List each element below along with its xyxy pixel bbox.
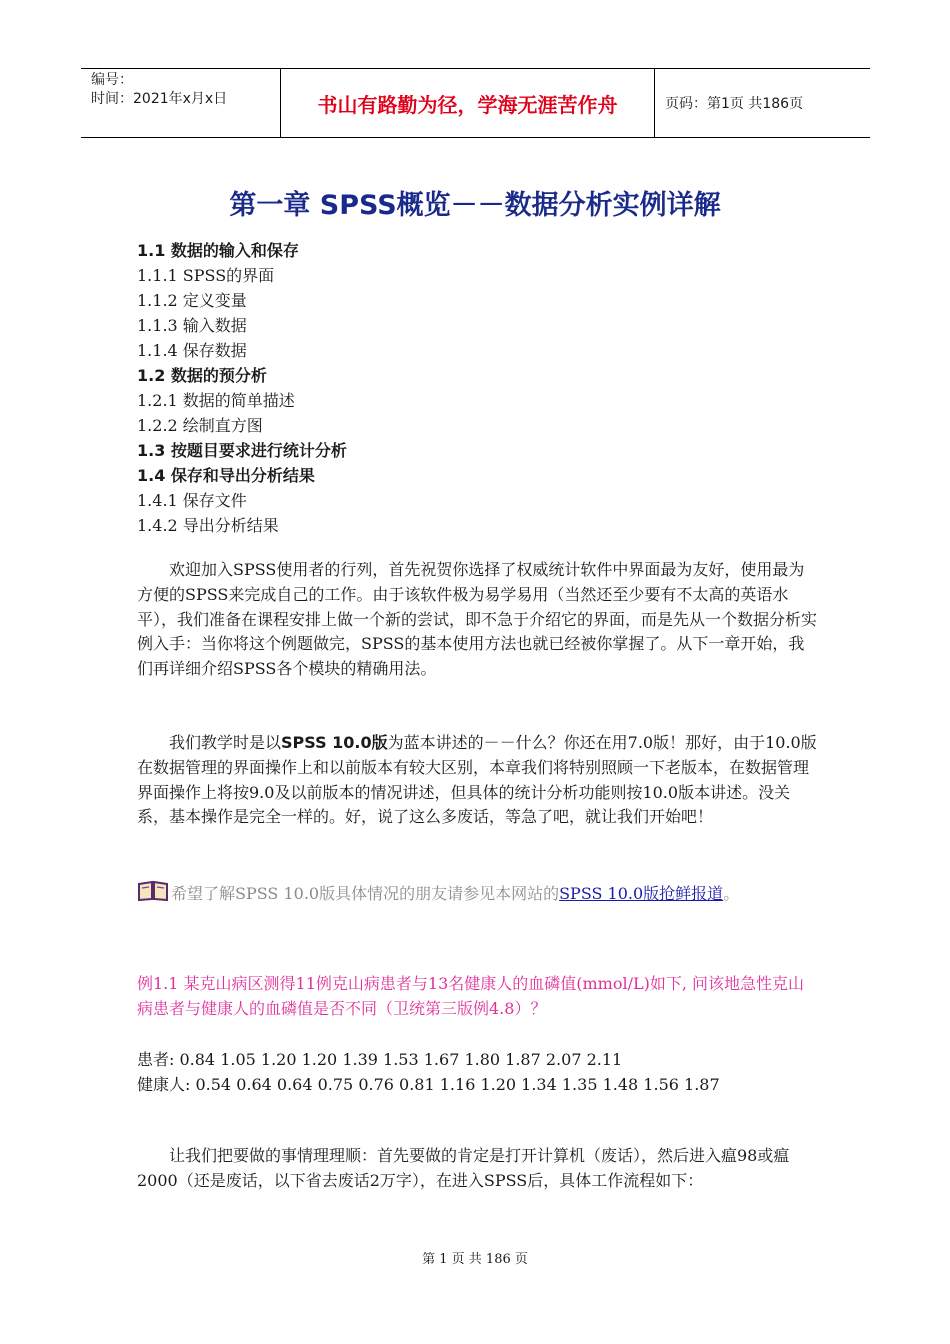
table-of-contents: [137, 238, 347, 538]
time-label: 时间：2021年x月x日: [91, 91, 228, 107]
patients-data: 患者: 0.84 1.05 1.20 1.20 1.39 1.53 1.67 1.80 1.87 2.07 2.11: [137, 1050, 623, 1069]
version-text-post: 为蓝本讲述的－－什么？你还在用7.0版！那好，由于10.0版在数据管理的界面操作上和以前版本有较大区别，本章我们将特别照顾一下老版本，在数据管理界面操作上将按9.0及以前版本的情况讲述，但具体的统计分析功能则按10.0版本讲述。没关系，基本操作是完全一样的。好，说了这么多废话，等急了吧，就让我们开始吧！: [137, 733, 817, 827]
version-paragraph: [137, 731, 817, 830]
document-header: [81, 68, 870, 138]
motto: 书山有路勤为径，学海无涯苦作舟: [281, 69, 655, 137]
workflow-paragraph: 让我们把要做的事情理理顺：首先要做的肯定是打开计算机（废话），然后进入瘟98或瘟2000（还是废话，以下省去废话2万字），在进入SPSS后，具体工作流程如下：: [137, 1146, 790, 1190]
page-info: 页码：第1页 共186页: [665, 96, 804, 112]
note-text: 希望了解SPSS 10.0版具体情况的朋友请参见本网站的: [171, 884, 560, 903]
intro-paragraph: 欢迎加入SPSS使用者的行列，首先祝贺你选择了权威统计软件中界面最为友好，使用最为方便的SPSS来完成自己的工作。由于该软件极为易学易用（当然还至少要有不太高的英语水平），我们准备在课程安排上做一个新的尝试，即不急于介绍它的界面，而是先从一个数据分析实例入手：当你将这个例题做完，SPSS的基本使用方法也就已经被你掌握了。从下一章开始，我们再详细介绍SPSS各个模块的精确用法。: [137, 560, 818, 679]
toc-item: 1.1.3 输入数据: [137, 316, 247, 335]
chapter-title: 第一章 SPSS概览－－数据分析实例详解: [229, 190, 721, 221]
toc-item: 1.1.1 SPSS的界面: [137, 266, 275, 285]
toc-item: 1.1.4 保存数据: [137, 341, 247, 360]
toc-item: 1.2.2 绘制直方图: [137, 416, 263, 435]
example-statement: 例1.1 某克山病区测得11例克山病患者与13名健康人的血磷值(mmol/L)如下, 问该地急性克山病患者与健康人的血磷值是否不同（卫统第三版例4.8）？: [137, 974, 805, 1018]
note-end: 。: [723, 884, 740, 903]
toc-item: 1.1.2 定义变量: [137, 291, 247, 310]
toc-item: 1.4.1 保存文件: [137, 491, 247, 510]
spss-news-link[interactable]: SPSS 10.0版抢鲜报道: [559, 884, 724, 903]
toc-item: 1.4.2 导出分析结果: [137, 516, 279, 535]
version-text-pre: 我们教学时是以: [169, 733, 282, 752]
toc-item: 1.2.1 数据的简单描述: [137, 391, 295, 410]
header-meta: [81, 69, 281, 137]
book-icon: [137, 880, 169, 902]
toc-item: 1.4 保存和导出分析结果: [137, 466, 315, 485]
reference-note: [137, 880, 817, 908]
number-label: 编号：: [91, 72, 133, 88]
toc-item: 1.1 数据的输入和保存: [137, 241, 299, 260]
healthy-data: 健康人: 0.54 0.64 0.64 0.75 0.76 0.81 1.16 1.20 1.34 1.35 1.48 1.56 1.87: [137, 1075, 720, 1094]
toc-item: 1.2 数据的预分析: [137, 366, 267, 385]
page-footer: 第 1 页 共 186 页: [422, 1252, 528, 1267]
version-text-bold: SPSS 10.0版: [281, 733, 388, 752]
toc-item: 1.3 按题目要求进行统计分析: [137, 441, 347, 460]
